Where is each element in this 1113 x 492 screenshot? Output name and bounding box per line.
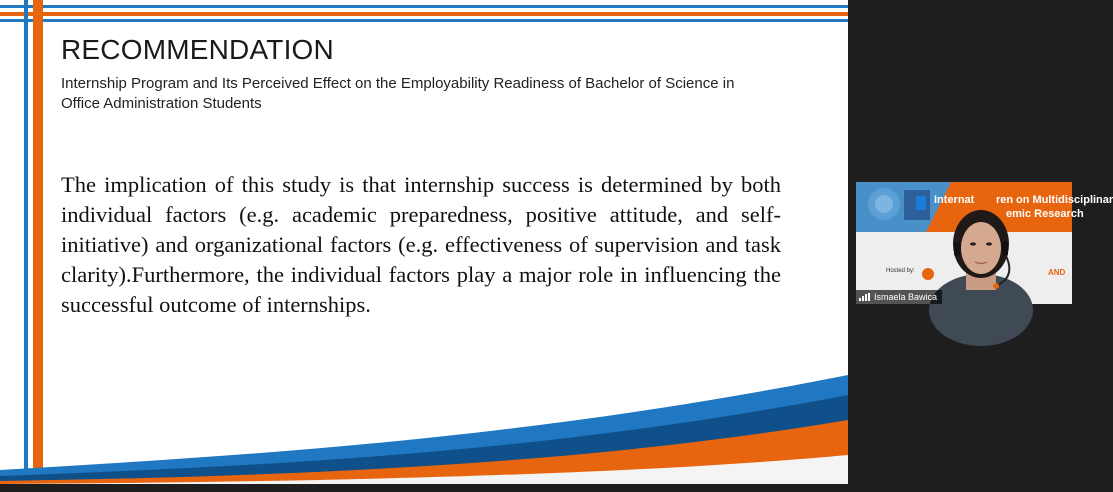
participant-name: Ismaela Bawica — [874, 292, 938, 302]
participant-video-tile[interactable] — [856, 182, 1113, 304]
banner-line-1: on Multidisciplinar — [1016, 194, 1113, 206]
banner-fragment-b: ren — [996, 194, 1014, 206]
slide-subtitle: Internship Program and Its Perceived Effect on the Employability Readiness of Bachelor of Science in Office Administration Students — [61, 75, 735, 112]
hosted-by-label: Hosted by: — [886, 268, 915, 274]
slide-title: RECOMMENDATION — [61, 34, 334, 65]
banner-line-2: emic Research — [1006, 208, 1084, 220]
banner-fragment-a: Internat — [934, 194, 975, 206]
slide-body-text: The implication of this study is that internship success is determined by both individual factors (e.g. academic preparedness, positive attitude, and self-initiative) and organizational factors (e.g. effectiveness of supervision and task clarity).Furthermore, the individual factors play a major role in influencing the successful outcome of internships. — [61, 172, 781, 317]
participant-name-tag — [856, 290, 942, 304]
signal-icon — [859, 293, 870, 301]
banner-fragment-c: AND — [1048, 268, 1066, 277]
